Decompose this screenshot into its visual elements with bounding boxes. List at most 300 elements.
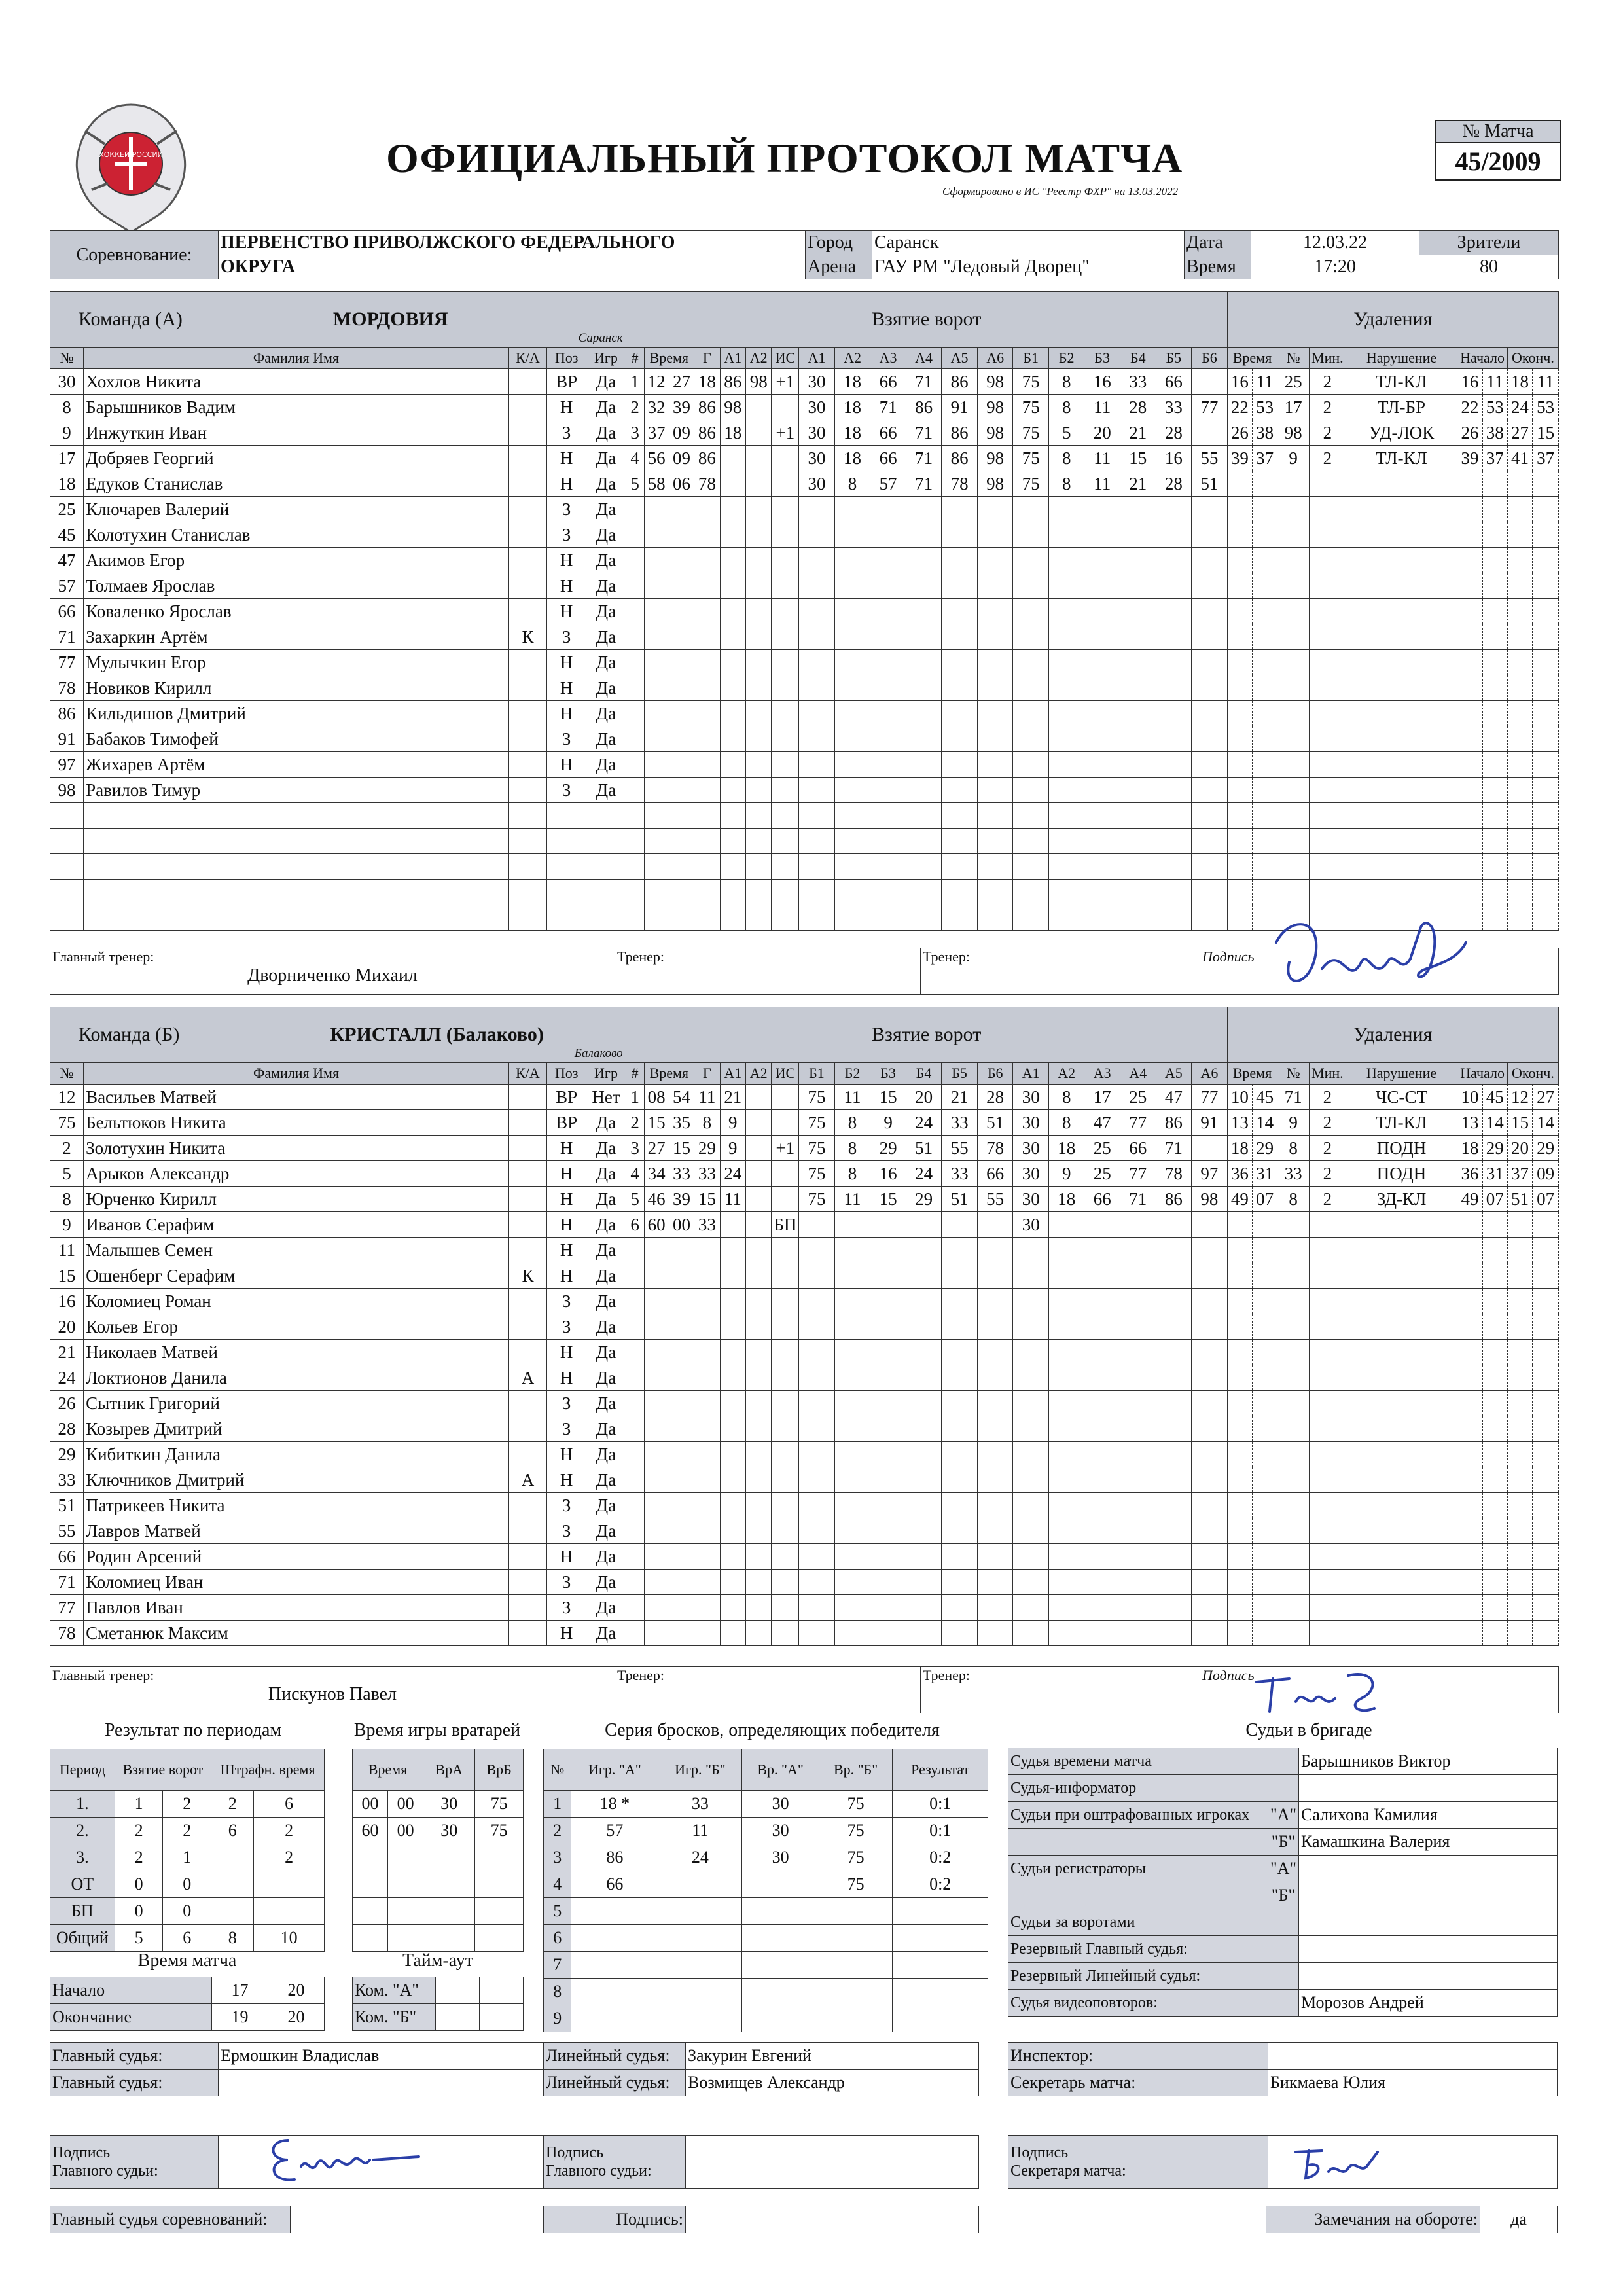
goal-cell	[1013, 1518, 1049, 1544]
team-b-head-coach: Пискунов Павел	[268, 1684, 397, 1704]
player-number: 71	[50, 1570, 84, 1595]
goal-cell	[1048, 1570, 1084, 1595]
table-row	[50, 701, 1559, 726]
shootout-cell	[819, 1979, 893, 2005]
table-row	[544, 1818, 988, 1844]
goal-cell	[772, 726, 799, 752]
referee-side	[1268, 1748, 1299, 1775]
goal-cell	[1084, 1289, 1120, 1314]
goal-cell: 57	[870, 471, 906, 497]
player-position: З	[546, 1391, 586, 1416]
goal-cell: 9	[720, 1136, 745, 1161]
penalty-cell	[1507, 1314, 1532, 1340]
goal-cell: 20	[1084, 420, 1120, 446]
goal-cell: 33	[694, 1161, 720, 1187]
penalty-cell	[1346, 701, 1457, 726]
player-played: Да	[586, 1212, 626, 1238]
goal-cell: 86	[906, 395, 942, 420]
player-position	[546, 803, 586, 829]
table-row	[1008, 1856, 1558, 1882]
penalty-cell	[1457, 1263, 1482, 1289]
goal-cell	[1192, 905, 1228, 931]
goal-cell	[1013, 1391, 1049, 1416]
player-played: Да	[586, 752, 626, 778]
penalty-cell: 2	[1310, 446, 1346, 471]
penalty-cell	[1457, 803, 1482, 829]
penalty-cell	[1533, 1544, 1559, 1570]
goal-cell: 33	[942, 1161, 978, 1187]
goal-cell	[720, 1467, 745, 1493]
penalty-cell	[1482, 1493, 1507, 1518]
goal-cell	[870, 650, 906, 675]
penalty-cell	[1482, 1518, 1507, 1544]
penalty-cell	[1252, 1595, 1277, 1621]
goal-cell	[1192, 650, 1228, 675]
goal-cell	[720, 624, 745, 650]
goal-cell: 28	[1156, 420, 1192, 446]
goal-cell	[977, 1621, 1013, 1646]
goal-cell: 15	[870, 1085, 906, 1110]
penalty-cell	[1346, 778, 1457, 803]
goal-cell	[669, 1391, 694, 1416]
goal-cell: 27	[644, 1136, 669, 1161]
goal-cell	[942, 880, 978, 905]
goal-cell	[1084, 497, 1120, 522]
goal-cell	[1013, 650, 1049, 675]
shootout-cell	[571, 1952, 658, 1979]
player-position: Н	[546, 1442, 586, 1467]
goal-cell	[977, 1314, 1013, 1340]
goal-cell	[1084, 829, 1120, 854]
goal-cell	[906, 1595, 942, 1621]
goal-cell	[626, 548, 644, 573]
competition-name-line2: ОКРУГА	[219, 255, 806, 279]
goal-cell: 8	[694, 1110, 720, 1136]
goal-cell	[1013, 854, 1049, 880]
player-name: Акимов Егор	[84, 548, 509, 573]
player-position: З	[546, 778, 586, 803]
goal-cell	[834, 829, 870, 854]
goal-cell	[799, 1416, 835, 1442]
goal-cell	[694, 675, 720, 701]
referee-role	[1008, 1829, 1268, 1856]
table-row	[50, 1365, 1559, 1391]
player-name: Коломиец Роман	[84, 1289, 509, 1314]
penalty-cell	[1507, 1416, 1532, 1442]
goal-cell: 71	[906, 446, 942, 471]
table-row	[544, 1844, 988, 1871]
goal-cell	[1048, 1621, 1084, 1646]
table-row	[50, 471, 1559, 497]
goal-cell	[694, 829, 720, 854]
goal-cell	[644, 624, 669, 650]
referee-role: Резервный Главный судья:	[1008, 1936, 1268, 1963]
player-number: 51	[50, 1493, 84, 1518]
goal-cell	[1192, 369, 1228, 395]
penalty-cell	[1507, 752, 1532, 778]
player-number: 71	[50, 624, 84, 650]
goalie-cell	[423, 1844, 475, 1871]
penalty-cell	[1482, 1289, 1507, 1314]
table-row	[544, 1952, 988, 1979]
main-ref-sig-label-2: Главного судьи:	[52, 2162, 158, 2179]
goal-cell: 29	[870, 1136, 906, 1161]
penalty-cell	[1277, 1544, 1310, 1570]
player-played: Да	[586, 599, 626, 624]
document-subtitle: Сформировано в ИС "Реестр ФХР" на 13.03.2022	[942, 185, 1179, 198]
goal-cell: 39	[669, 1187, 694, 1212]
goalie-cell	[388, 1871, 423, 1898]
goal-cell: 66	[1084, 1187, 1120, 1212]
table-row	[50, 446, 1559, 471]
goal-cell	[644, 778, 669, 803]
team-a-coach-cell	[615, 948, 921, 995]
goal-cell	[772, 1391, 799, 1416]
penalty-cell	[1346, 829, 1457, 854]
goal-cell	[1084, 1314, 1120, 1340]
goal-cell	[694, 1570, 720, 1595]
player-position: Н	[546, 1212, 586, 1238]
goal-cell: +1	[772, 1136, 799, 1161]
player-number: 91	[50, 726, 84, 752]
player-number: 24	[50, 1365, 84, 1391]
penalty-cell: 2	[1310, 1136, 1346, 1161]
penalty-cell	[1277, 599, 1310, 624]
goal-cell	[1120, 1442, 1156, 1467]
player-captain	[508, 1110, 546, 1136]
goal-cell	[669, 701, 694, 726]
player-position: Н	[546, 471, 586, 497]
penalty-cell	[1227, 1263, 1252, 1289]
goal-cell	[720, 880, 745, 905]
goal-cell	[870, 1365, 906, 1391]
goal-cell	[772, 395, 799, 420]
penalty-cell	[1482, 1416, 1507, 1442]
col-header: Время	[1227, 348, 1277, 369]
table-row	[1008, 1882, 1558, 1909]
goal-cell	[720, 1289, 745, 1314]
player-captain	[508, 1493, 546, 1518]
table-row	[50, 1467, 1559, 1493]
col-header: А2	[746, 348, 772, 369]
goal-cell	[772, 446, 799, 471]
goal-cell	[626, 1518, 644, 1544]
goal-cell: 77	[1192, 1085, 1228, 1110]
penalty-cell	[1533, 1518, 1559, 1544]
penalty-cell: 41	[1507, 446, 1532, 471]
player-played	[586, 854, 626, 880]
goal-cell: 9	[720, 1110, 745, 1136]
penalty-cell	[1277, 1263, 1310, 1289]
player-name: Сметанюк Максим	[84, 1621, 509, 1646]
penalty-cell	[1310, 1238, 1346, 1263]
goal-cell	[834, 1263, 870, 1289]
goal-cell	[870, 1518, 906, 1544]
player-captain	[508, 701, 546, 726]
penalty-cell	[1227, 1518, 1252, 1544]
team-b-table	[50, 1007, 1559, 1646]
goal-cell	[977, 1391, 1013, 1416]
goal-cell	[799, 1314, 835, 1340]
penalty-cell	[1252, 701, 1277, 726]
goal-cell: 28	[977, 1085, 1013, 1110]
player-captain	[508, 1442, 546, 1467]
referee-role: Судья времени матча	[1008, 1748, 1268, 1775]
goal-cell	[977, 854, 1013, 880]
goal-cell	[870, 624, 906, 650]
col-header: №	[544, 1749, 571, 1791]
goal-cell	[644, 829, 669, 854]
penalty-cell	[1252, 1621, 1277, 1646]
penalty-cell	[1457, 522, 1482, 548]
goal-cell: 4	[626, 1161, 644, 1187]
period-cell: Общий	[50, 1925, 115, 1952]
goal-cell	[1084, 803, 1120, 829]
referee-name	[1299, 1882, 1558, 1909]
penalty-cell	[1457, 1544, 1482, 1570]
goal-cell	[906, 1467, 942, 1493]
player-position: З	[546, 497, 586, 522]
penalty-cell	[1277, 1289, 1310, 1314]
goal-cell	[1013, 778, 1049, 803]
goal-cell	[942, 1595, 978, 1621]
goal-cell	[1048, 624, 1084, 650]
penalty-cell	[1277, 829, 1310, 854]
penalty-cell	[1310, 778, 1346, 803]
goal-cell	[1084, 701, 1120, 726]
goal-cell	[644, 497, 669, 522]
penalty-cell	[1277, 624, 1310, 650]
player-captain	[508, 446, 546, 471]
goal-cell	[1013, 1365, 1049, 1391]
penalty-cell	[1346, 1340, 1457, 1365]
player-number: 55	[50, 1518, 84, 1544]
team-a-name: МОРДОВИЯ	[332, 308, 448, 330]
goal-cell	[644, 675, 669, 701]
shootout-cell	[658, 2005, 742, 2032]
goal-cell	[669, 1442, 694, 1467]
goal-cell	[942, 1340, 978, 1365]
goal-cell	[626, 1391, 644, 1416]
player-played: Да	[586, 497, 626, 522]
penalty-cell	[1507, 880, 1532, 905]
penalty-cell	[1346, 497, 1457, 522]
table-row	[50, 1844, 325, 1871]
goal-cell	[1048, 675, 1084, 701]
player-number: 45	[50, 522, 84, 548]
periods-table	[50, 1749, 325, 1952]
penalty-cell	[1457, 497, 1482, 522]
penalty-cell	[1346, 1518, 1457, 1544]
goalie-cell	[475, 1898, 524, 1925]
goal-cell	[1048, 599, 1084, 624]
goal-cell	[1013, 548, 1049, 573]
goal-cell	[1192, 675, 1228, 701]
goal-cell	[799, 1442, 835, 1467]
player-position: З	[546, 1493, 586, 1518]
goal-cell	[870, 1493, 906, 1518]
goal-cell: 28	[1156, 471, 1192, 497]
goal-cell	[1192, 1340, 1228, 1365]
goal-cell	[834, 497, 870, 522]
col-header: Время	[353, 1749, 423, 1791]
goal-cell: 21	[720, 1085, 745, 1110]
penalty-cell	[1507, 1263, 1532, 1289]
goal-cell	[1013, 522, 1049, 548]
goal-cell	[1013, 1416, 1049, 1442]
goal-cell	[669, 880, 694, 905]
goal-cell: 25	[1120, 1085, 1156, 1110]
penalty-cell: 22	[1227, 395, 1252, 420]
goal-cell	[799, 624, 835, 650]
penalty-cell: 33	[1277, 1161, 1310, 1187]
referee-role	[1008, 1882, 1268, 1909]
secretary-sig-label-1: Подпись	[1010, 2144, 1069, 2161]
goal-cell: 11	[720, 1187, 745, 1212]
referee-name	[1299, 1856, 1558, 1882]
goal-cell	[772, 1570, 799, 1595]
goal-cell: 77	[1192, 395, 1228, 420]
goal-cell	[977, 573, 1013, 599]
penalty-cell	[1227, 497, 1252, 522]
goal-cell: 98	[720, 395, 745, 420]
goal-cell	[1120, 1493, 1156, 1518]
penalty-cell	[1482, 726, 1507, 752]
player-captain	[508, 1212, 546, 1238]
period-cell: 1	[115, 1791, 163, 1818]
penalty-cell	[1346, 624, 1457, 650]
goal-cell	[1156, 880, 1192, 905]
penalty-cell	[1482, 854, 1507, 880]
penalty-cell	[1252, 1391, 1277, 1416]
goal-cell	[1048, 752, 1084, 778]
goal-cell	[1120, 1391, 1156, 1416]
goal-cell	[746, 803, 772, 829]
penalty-cell	[1252, 548, 1277, 573]
goal-cell	[669, 1416, 694, 1442]
goal-cell	[746, 1493, 772, 1518]
shootout-cell: 30	[742, 1844, 819, 1871]
goal-cell: 54	[669, 1085, 694, 1110]
goal-cell	[1048, 548, 1084, 573]
penalty-cell	[1482, 880, 1507, 905]
remarks-value: да	[1480, 2206, 1558, 2233]
chief-ref-sig-label: Подпись:	[544, 2206, 686, 2233]
player-captain	[508, 1544, 546, 1570]
team-a-label: Команда (А)	[79, 308, 183, 330]
player-number: 29	[50, 1442, 84, 1467]
goal-cell	[1156, 778, 1192, 803]
penalty-cell	[1482, 1314, 1507, 1340]
player-number: 16	[50, 1289, 84, 1314]
goal-cell	[906, 726, 942, 752]
goal-cell	[626, 803, 644, 829]
penalty-cell	[1277, 803, 1310, 829]
col-header: Период	[50, 1749, 115, 1791]
team-b-coach-signature	[1243, 1662, 1414, 1728]
goal-cell	[906, 1416, 942, 1442]
timeout-b-label: Ком. "Б"	[353, 2004, 436, 2031]
goalie-cell: 60	[353, 1818, 388, 1844]
chief-ref-sig-value	[686, 2206, 979, 2233]
goal-cell: 11	[1084, 446, 1120, 471]
penalty-cell	[1310, 1365, 1346, 1391]
goal-cell	[799, 778, 835, 803]
penalty-cell: 37	[1507, 1161, 1532, 1187]
penalty-cell	[1482, 548, 1507, 573]
player-position: ВР	[546, 1085, 586, 1110]
col-header: Поз	[546, 348, 586, 369]
goal-cell	[1120, 1365, 1156, 1391]
goal-cell	[977, 675, 1013, 701]
goal-cell	[746, 829, 772, 854]
player-name: Арыков Александр	[84, 1161, 509, 1187]
goal-cell	[1192, 803, 1228, 829]
penalty-cell	[1507, 599, 1532, 624]
player-captain	[508, 573, 546, 599]
goal-cell	[644, 1416, 669, 1442]
referee-name: Барышников Виктор	[1299, 1748, 1558, 1775]
player-played: Да	[586, 1467, 626, 1493]
goal-cell	[1120, 1416, 1156, 1442]
goal-cell: 71	[1156, 1136, 1192, 1161]
goal-cell	[669, 599, 694, 624]
penalty-cell	[1457, 1289, 1482, 1314]
penalty-cell: 22	[1457, 395, 1482, 420]
goal-cell: 71	[1120, 1187, 1156, 1212]
penalty-cell	[1227, 1493, 1252, 1518]
penalty-cell	[1277, 471, 1310, 497]
goal-cell	[1084, 752, 1120, 778]
penalty-cell: ПОДН	[1346, 1136, 1457, 1161]
match-time-table	[50, 1977, 325, 2031]
goal-cell	[1084, 624, 1120, 650]
player-captain	[508, 778, 546, 803]
player-position: З	[546, 522, 586, 548]
player-name: Васильев Матвей	[84, 1085, 509, 1110]
penalty-cell	[1457, 1340, 1482, 1365]
penalty-cell	[1507, 1570, 1532, 1595]
goal-cell	[1013, 829, 1049, 854]
goal-cell	[942, 1570, 978, 1595]
penalty-cell	[1227, 675, 1252, 701]
goal-cell	[746, 778, 772, 803]
goal-cell: 51	[942, 1187, 978, 1212]
player-played: Да	[586, 471, 626, 497]
player-played: Да	[586, 1544, 626, 1570]
goal-cell	[720, 1365, 745, 1391]
goal-cell	[772, 548, 799, 573]
penalty-cell	[1310, 675, 1346, 701]
player-captain	[508, 599, 546, 624]
referee-side: "Б"	[1268, 1882, 1299, 1909]
goal-cell: 21	[1120, 420, 1156, 446]
shootout-table	[543, 1749, 988, 2032]
period-cell: 2.	[50, 1818, 115, 1844]
goal-cell	[906, 1289, 942, 1314]
player-captain	[508, 829, 546, 854]
goal-cell	[870, 726, 906, 752]
goal-cell	[1156, 1595, 1192, 1621]
match-time-caption: Время матча	[137, 1950, 237, 1971]
goal-cell	[1192, 624, 1228, 650]
penalty-cell	[1310, 624, 1346, 650]
table-row	[50, 1871, 325, 1898]
penalty-cell	[1507, 1621, 1532, 1646]
goal-cell: 91	[1192, 1110, 1228, 1136]
goal-cell	[799, 497, 835, 522]
penalty-cell	[1277, 522, 1310, 548]
